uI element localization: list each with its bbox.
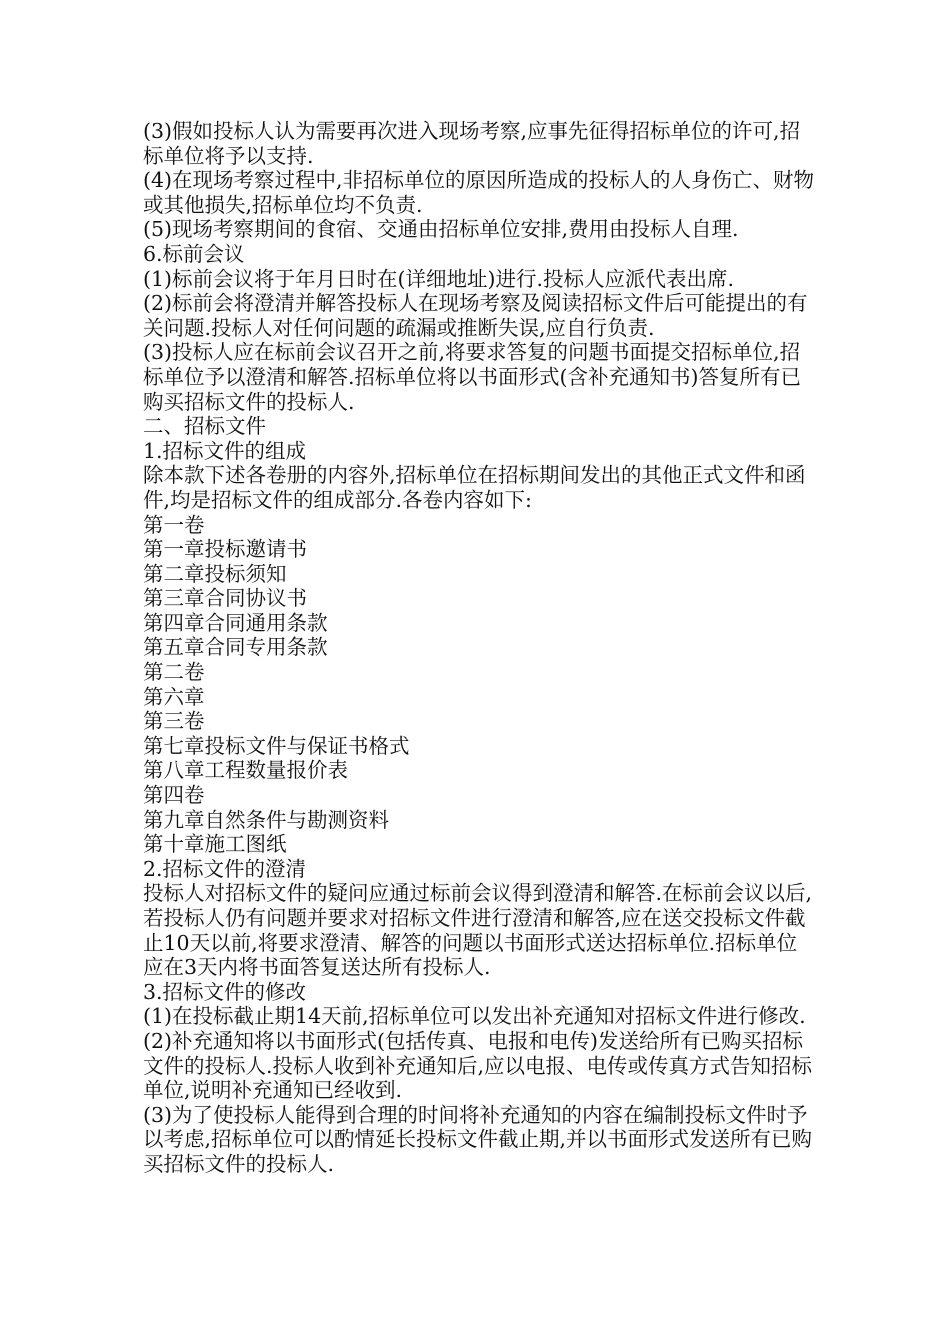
paragraph-meeting-1: (1)标前会议将于年月日时在(详细地址)进行.投标人应派代表出席. (143, 266, 735, 291)
list-item-volume: 第二卷 (143, 660, 205, 685)
list-item-volume: 第一卷 (143, 512, 205, 537)
heading-doc-clarification: 2.招标文件的澄清 (143, 856, 307, 881)
paragraph-clarification: 投标人对招标文件的疑问应通过标前会议得到澄清和解答.在标前会议以后,若投标人仍有问题并要求对招标文件进行澄清和解答,应在送交投标文件截止10天以前,将要求澄清、解答的问题以书面形式送达招标单位.招标单位应在3天内将书面答复送达所有投标人. (143, 881, 813, 980)
list-item-chapter: 第十章施工图纸 (143, 832, 287, 857)
paragraph-amendment-2: (2)补充通知将以书面形式(包括传真、电报和电传)发送给所有已购买招标文件的投标人.投标人收到补充通知后,应以电报、电传或传真方式告知招标单位,说明补充通知已经收到. (143, 1028, 813, 1103)
paragraph-amendment-3: (3)为了使投标人能得到合理的时间将补充通知的内容在编制投标文件时予以考虑,招标单位可以酌情延长投标文件截止期,并以书面形式发送所有已购买招标文件的投标人. (143, 1102, 813, 1176)
paragraph-meeting-3: (3)投标人应在标前会议召开之前,将要求答复的问题书面提交招标单位,招标单位予以澄清和解答.招标单位将以书面形式(含补充通知书)答复所有已购买招标文件的投标人. (143, 340, 802, 414)
list-item-chapter: 第七章投标文件与保证书格式 (143, 733, 410, 758)
list-item-chapter: 第九章自然条件与勘测资料 (143, 807, 389, 832)
heading-section-two: 二、招标文件 (143, 414, 266, 439)
list-item-chapter: 第二章投标须知 (143, 561, 287, 586)
paragraph-amendment-1: (1)在投标截止期14天前,招标单位可以发出补充通知对招标文件进行修改. (143, 1004, 806, 1029)
list-item-chapter: 第八章工程数量报价表 (143, 758, 348, 783)
list-item-chapter: 第五章合同专用条款 (143, 635, 328, 660)
list-item-volume: 第四卷 (143, 783, 205, 808)
paragraph-meeting-2: (2)标前会将澄清并解答投标人在现场考察及阅读招标文件后可能提出的有关问题.投标人对任何问题的疏漏或推断失误,应自行负责. (143, 291, 808, 340)
list-item-volume: 第三卷 (143, 709, 205, 734)
paragraph-site-visit-4: (4)在现场考察过程中,非招标单位的原因所造成的投标人的人身伤亡、财物或其他损失,招标单位均不负责. (143, 168, 815, 217)
list-item-chapter: 第六章 (143, 684, 205, 709)
paragraph-site-visit-5: (5)现场考察期间的食宿、交通由招标单位安排,费用由投标人自理. (143, 217, 739, 242)
list-item-chapter: 第三章合同协议书 (143, 586, 307, 611)
paragraph-site-visit-3: (3)假如投标人认为需要再次进入现场考察,应事先征得招标单位的许可,招标单位将予以支持. (143, 119, 801, 168)
list-item-chapter: 第四章合同通用条款 (143, 610, 328, 635)
paragraph-composition: 除本款下述各卷册的内容外,招标单位在招标期间发出的其他正式文件和函件,均是招标文件的组成部分.各卷内容如下: (143, 463, 806, 512)
heading-pre-bid-meeting: 6.标前会议 (143, 241, 245, 266)
heading-doc-composition: 1.招标文件的组成 (143, 438, 307, 463)
heading-doc-amendment: 3.招标文件的修改 (143, 979, 307, 1004)
list-item-chapter: 第一章投标邀请书 (143, 537, 307, 562)
document-body (143, 119, 815, 1177)
